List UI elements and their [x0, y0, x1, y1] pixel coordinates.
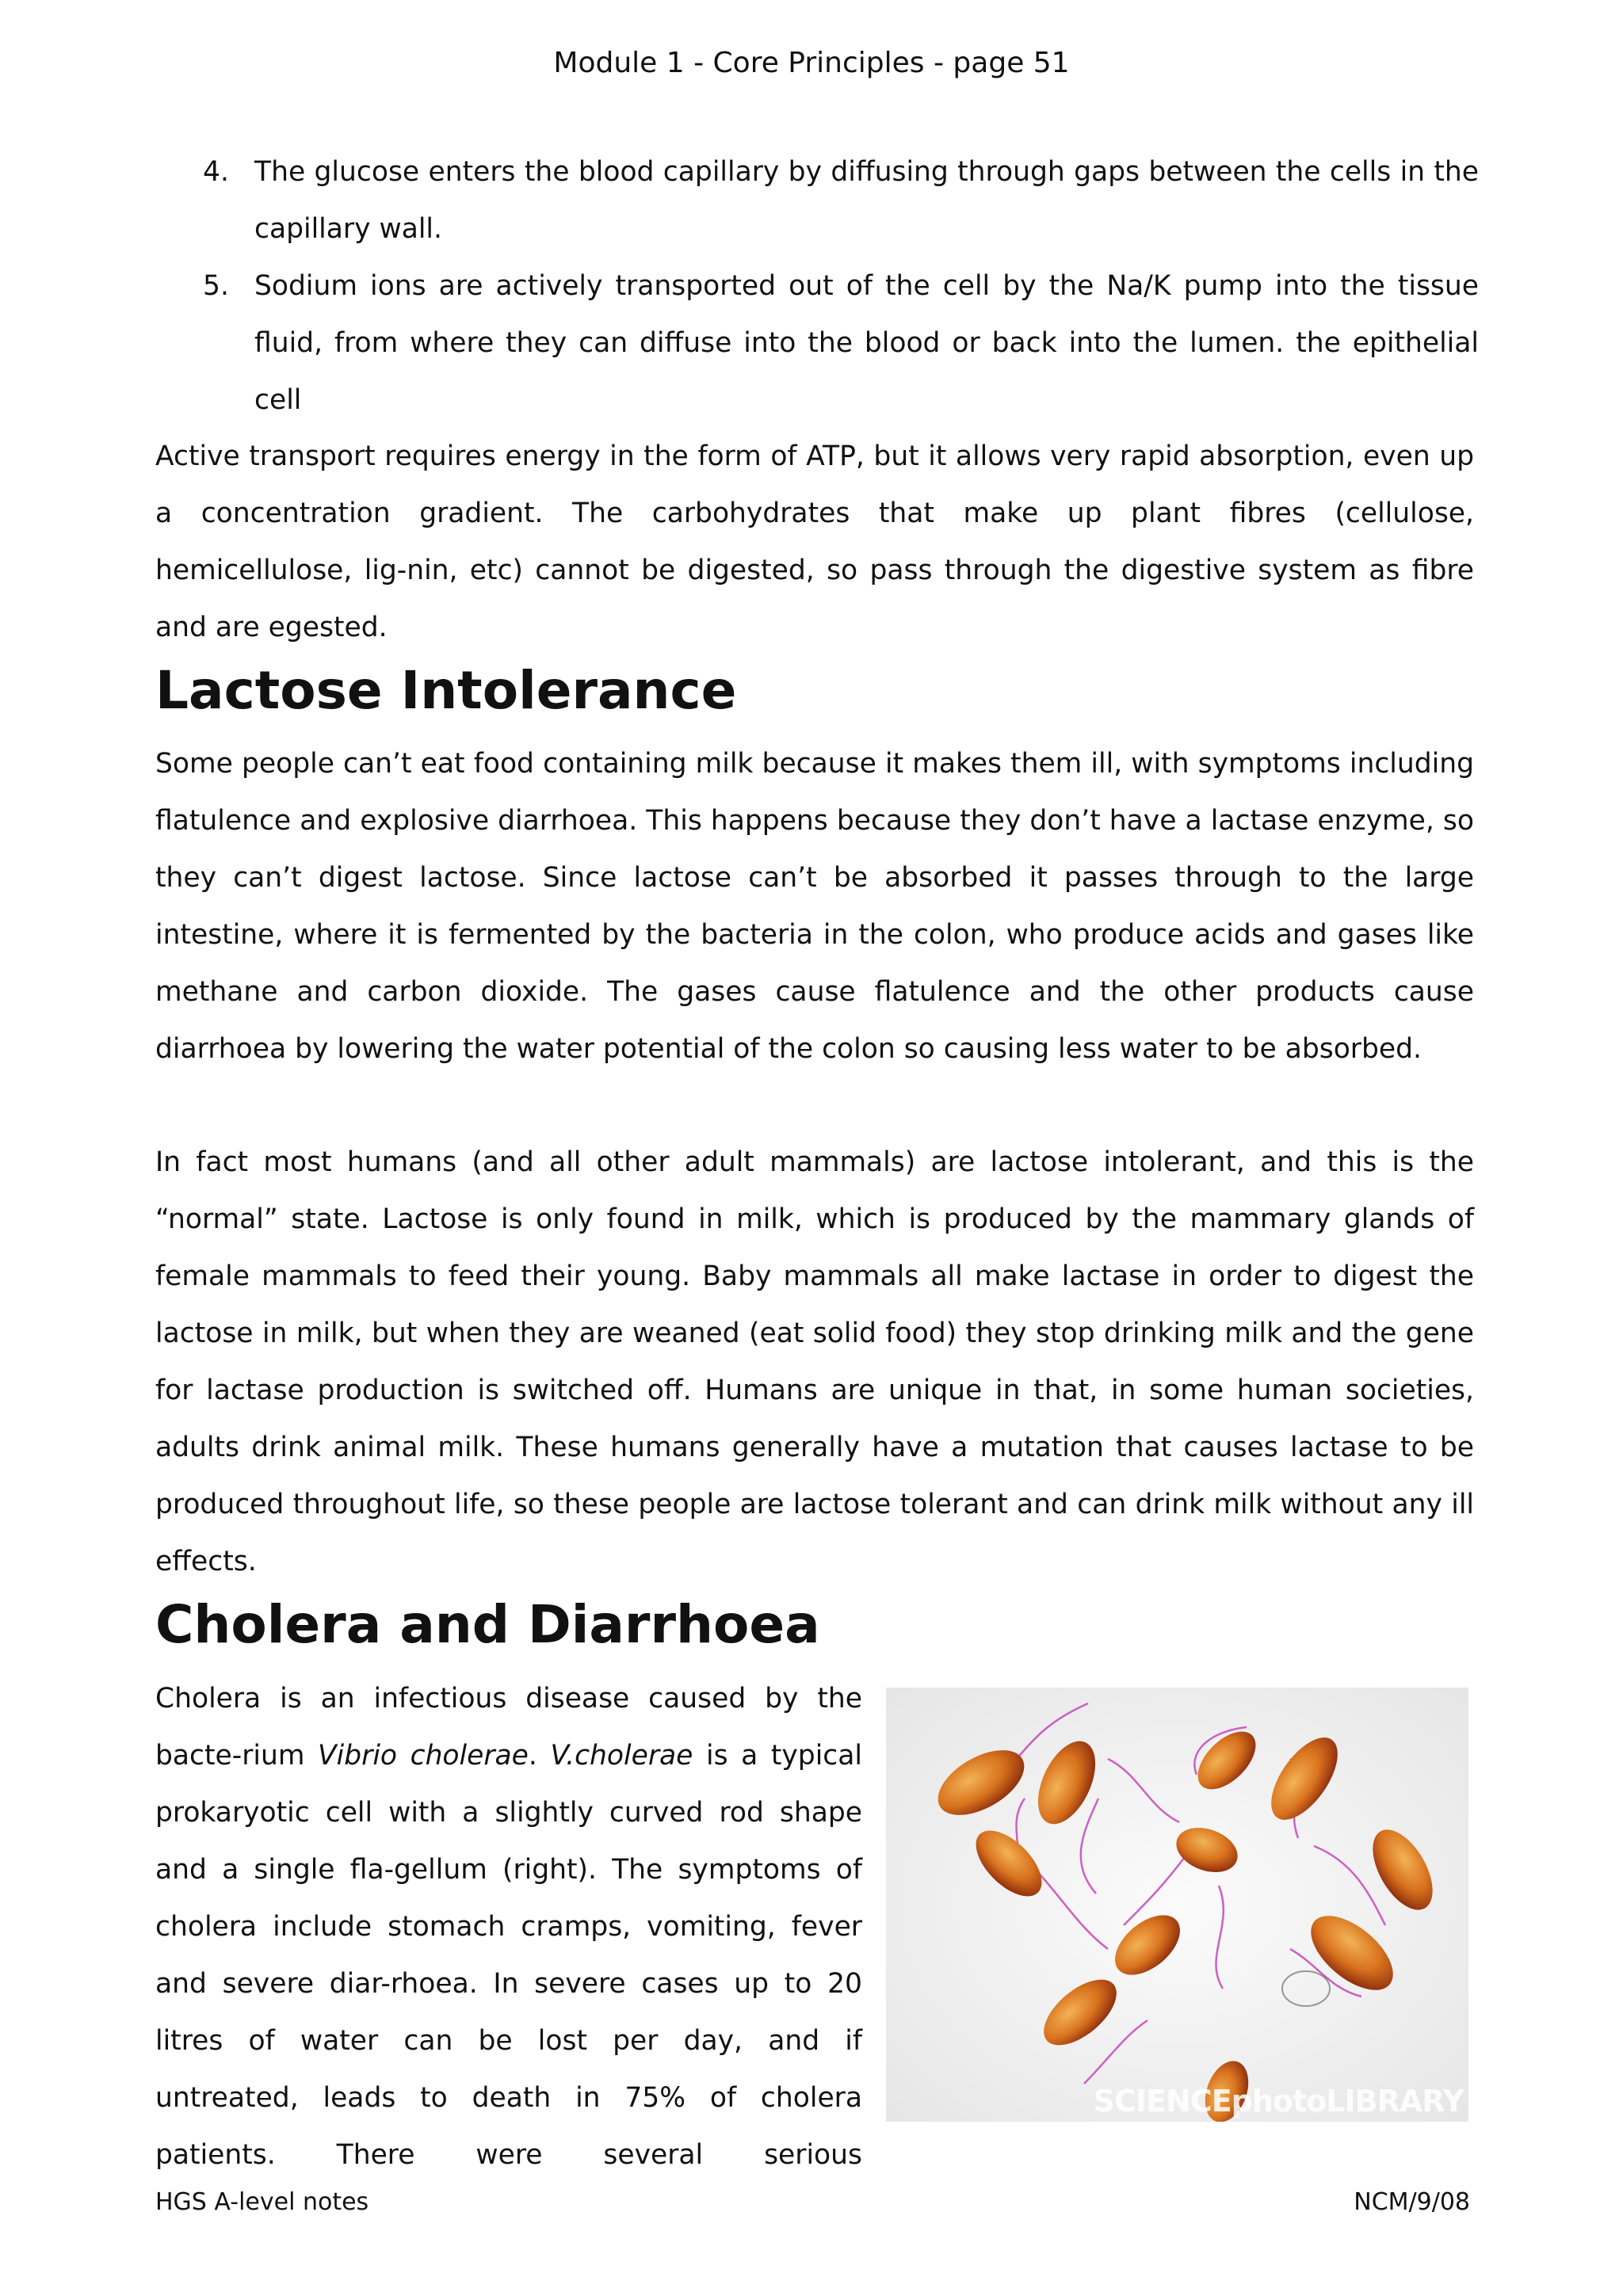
species-abbrev: V.cholerae: [550, 1740, 693, 1772]
lactose-heading: Lactose Intolerance: [155, 660, 737, 721]
vibrio-cholerae-micrograph: [886, 1688, 1468, 2122]
footer-right: NCM/9/08: [1354, 2188, 1470, 2216]
cholera-text-sep: .: [528, 1740, 551, 1772]
numbered-list: [155, 143, 1479, 429]
list-item: [155, 143, 1479, 257]
list-item-number: 4.: [203, 156, 229, 188]
page-header: Module 1 - Core Principles - page 51: [553, 47, 1070, 79]
cholera-paragraph: [155, 1670, 862, 2183]
cholera-heading: Cholera and Diarrhoea: [155, 1594, 820, 1655]
list-item-number: 5.: [203, 270, 229, 302]
list-item-text: The glucose enters the blood capillary by diffusing through gaps between the cells in the capillary wall.: [254, 156, 1479, 245]
footer-left: HGS A-level notes: [155, 2188, 369, 2216]
species-name: Vibrio cholerae: [318, 1740, 529, 1772]
lactose-paragraph-2: In fact most humans (and all other adult mammals) are lactose intolerant, and this is the “normal” state. Lactose is only found in milk, which is produced by the mammary glands of female mammals to feed their young. Baby mammals all make lactase in order to digest the lactose in milk, but when they are weaned (eat solid food) they stop drinking milk and the gene for lactase production is switched off. Humans are unique in that, in some human societies, adults drink animal milk. These humans generally have a mutation that causes lactase to be produced throughout life, so these people are lactose tolerant and can drink milk without any ill effects.: [155, 1146, 1474, 1577]
list-item: [155, 257, 1479, 429]
cholera-text-start: Cholera is an infectious disease caused by the bacte-rium: [155, 1683, 862, 1772]
active-transport-paragraph: Active transport requires energy in the form of ATP, but it allows very rapid absorption, even up a concentration gradient. The carbohydrates that make up plant fibres (cellulose, hemicellulose, lig-nin, etc) cannot be digested, so pass through the digestive system as fibre and are egested.: [155, 441, 1474, 643]
lactose-paragraph-1: Some people can’t eat food containing milk because it makes them ill, with symptoms including flatulence and explosive diarrhoea. This happens because they don’t have a lactase enzyme, so they can’t digest lactose. Since lactose can’t be absorbed it passes through to the large intestine, where it is fermented by the bacteria in the colon, who produce acids and gases like methane and carbon dioxide. The gases cause flatulence and the other products cause diarrhoea by lowering the water potential of the colon so causing less water to be absorbed.: [155, 748, 1474, 1065]
image-watermark: SCIENCEphotoLIBRARY: [1093, 2084, 1464, 2119]
cholera-text-end: is a typical prokaryotic cell with a slightly curved rod shape and a single fla-gellum (right). The symptoms of cholera include stomach cramps, vomiting, fever and severe diar-rhoea. In severe cases up to 20 litres of water can be lost per day, and if untreated, leads to death in 75% of cholera patients. There were several serious: [155, 1740, 862, 2171]
bacteria-illustration: [886, 1688, 1468, 2122]
list-item-text: Sodium ions are actively transported out of the cell by the Na/K pump into the tissue fluid, from where they can diffuse into the blood or back into the lumen. the epithelial cell: [254, 270, 1479, 416]
